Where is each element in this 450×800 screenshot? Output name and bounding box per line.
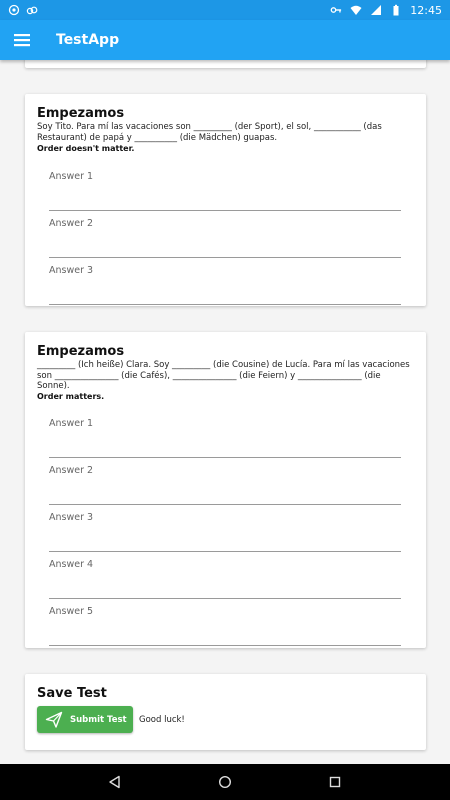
answer-underline <box>49 457 401 458</box>
answer-field-1[interactable] <box>49 171 401 211</box>
answer-underline <box>49 210 401 211</box>
answer-field-4[interactable] <box>49 559 401 599</box>
answer-label: Answer 3 <box>49 265 94 276</box>
answer-label: Answer 1 <box>49 171 94 182</box>
answer-underline <box>49 304 401 305</box>
answer-label: Answer 4 <box>49 559 94 570</box>
submit-test-button[interactable] <box>37 706 133 733</box>
answer-field-1[interactable] <box>49 418 401 458</box>
answer-label: Answer 5 <box>49 606 94 617</box>
submit-button-label: Submit Test <box>70 714 127 725</box>
recents-icon[interactable] <box>323 770 347 794</box>
hamburger-menu-icon[interactable] <box>0 20 44 60</box>
save-test-title: Save Test <box>37 686 107 701</box>
exercise-note: Order doesn't matter. <box>37 144 135 153</box>
answer-underline <box>49 257 401 258</box>
exercise-text: _________ (Ich heiße) Clara. Soy _________ (die Cousine) de Lucía. Para mí las vacaciones son _______________ (die Cafés), _______________ (die Feiern) y _______________ (die Sonne). <box>37 360 410 391</box>
cloud-icon <box>26 4 38 16</box>
answer-field-3[interactable] <box>49 512 401 552</box>
answer-underline <box>49 645 401 646</box>
previous-card <box>25 60 426 68</box>
answer-field-5[interactable] <box>49 606 401 646</box>
main-content[interactable] <box>0 60 450 764</box>
signal-icon <box>370 4 382 16</box>
exercise-title: Empezamos <box>37 344 125 359</box>
navigation-bar <box>0 764 450 800</box>
status-time: 12:45 <box>410 3 442 17</box>
answer-underline <box>49 504 401 505</box>
answer-underline <box>49 551 401 552</box>
home-icon[interactable] <box>213 770 237 794</box>
app-title: TestApp <box>56 32 120 48</box>
notification-icon <box>8 4 20 16</box>
answer-field-2[interactable] <box>49 218 401 258</box>
exercise-card-1 <box>25 94 426 306</box>
key-icon <box>330 4 342 16</box>
battery-icon <box>390 4 402 16</box>
exercise-text: Soy Tito. Para mí las vacaciones son _________ (der Sport), el sol, ___________ (das Restaurant) de papá y __________ (die Mädchen) guapas. <box>37 122 382 143</box>
good-luck-text: Good luck! <box>139 715 185 725</box>
exercise-note: Order matters. <box>37 392 105 401</box>
save-test-card <box>25 674 426 750</box>
app-bar <box>0 20 450 60</box>
exercise-title: Empezamos <box>37 106 125 121</box>
answer-underline <box>49 598 401 599</box>
send-icon <box>45 711 63 729</box>
exercise-card-2 <box>25 332 426 648</box>
answer-label: Answer 1 <box>49 418 94 429</box>
status-bar <box>0 0 450 20</box>
wifi-icon <box>350 4 362 16</box>
answer-label: Answer 3 <box>49 512 94 523</box>
back-icon[interactable] <box>103 770 127 794</box>
answer-label: Answer 2 <box>49 465 94 476</box>
answer-label: Answer 2 <box>49 218 94 229</box>
answer-field-3[interactable] <box>49 265 401 305</box>
answer-field-2[interactable] <box>49 465 401 505</box>
